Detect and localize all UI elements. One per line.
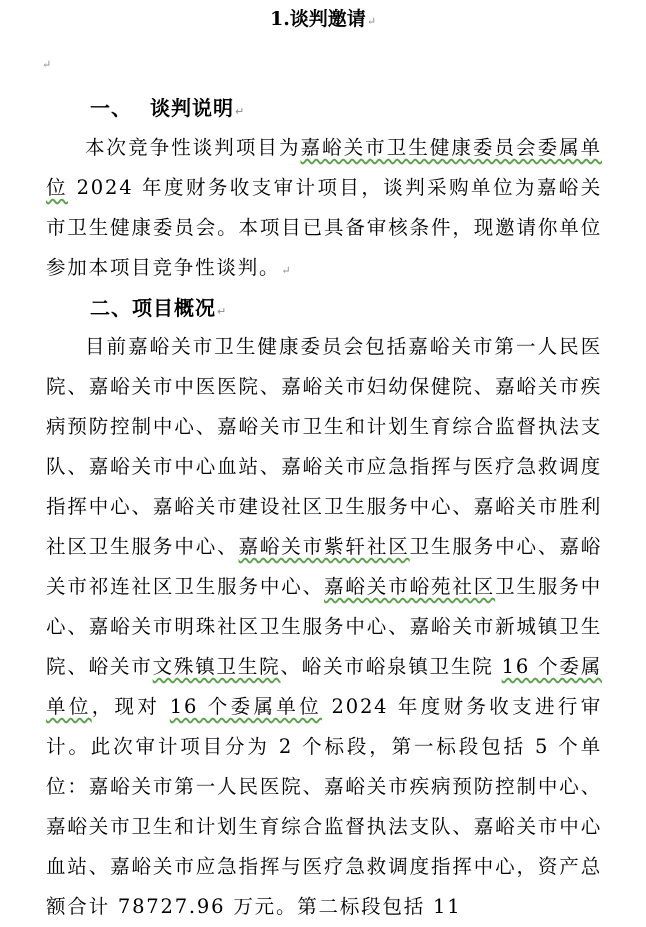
- text-run: 2024 年度财务收支进行审计。此次审计项目分为 2 个标段，第一标段包括 5 个单位：嘉峪关市第一人民医院、嘉峪关市疾病预防控制中心、嘉峪关市卫生和计划生育综合监督执法支队、嘉峪关市中心血站、嘉峪关市应急指挥与医疗急救调度指挥中心，资产总额合计 78727.96 万元。第二标段包括 11: [46, 695, 602, 918]
- section-heading-negotiation-description: [90, 95, 245, 125]
- text-run: 目前嘉峪关市卫生健康委员会包括嘉峪关市第一人民医院、嘉峪关市中医医院、嘉峪关市妇幼保健院、嘉峪关市疾病预防控制中心、嘉峪关市卫生和计划生育综合监督执法支队、嘉峪关市中心血站、嘉峪关市应急指挥与医疗急救调度指挥中心、嘉峪关市建设社区卫生服务中心、嘉峪关市胜利社区卫生服务中心、: [46, 335, 602, 558]
- text-run-marked: 嘉峪关市卫生健康委员会委属单位: [46, 136, 602, 199]
- text-run-marked: 嘉峪关市紫轩社区: [238, 535, 410, 558]
- text-run-marked: 嘉峪关市峪苑社区: [324, 575, 496, 598]
- document-title: [0, 6, 646, 35]
- text-run: 卫生服务中心、嘉峪关市明珠社区卫生服务中心、嘉峪关市新城镇卫生院、峪关市: [46, 575, 602, 678]
- paragraph-mark-icon: ↵: [281, 264, 293, 277]
- paragraph-mark-icon: ↵: [42, 58, 52, 71]
- heading-text: 项目概况: [132, 296, 216, 320]
- text-run: 、峪关市峪泉镇卫生院: [280, 655, 502, 678]
- heading-number: 一、: [90, 96, 132, 120]
- section-heading-project-overview: [90, 295, 227, 325]
- text-run-marked: 16 个委属单位: [169, 695, 322, 718]
- heading-text: 谈判说明: [150, 96, 234, 120]
- section-paragraph-project-overview: [46, 327, 602, 927]
- text-run: 本次竞争性谈判项目为: [85, 136, 301, 159]
- title-text: 1.谈判邀请: [269, 8, 366, 30]
- text-run: ，现对: [91, 695, 170, 718]
- text-run: 卫生服务中心、嘉峪关市祁连社区卫生服务中心、: [46, 535, 603, 598]
- heading-number: 二、: [90, 296, 132, 320]
- empty-line-mark-icon: [42, 58, 51, 71]
- section-paragraph-negotiation-description: [46, 128, 602, 291]
- text-run-marked: 文殊镇卫生院: [152, 655, 281, 678]
- paragraph-mark-icon: ↵: [366, 15, 377, 28]
- paragraph-mark-icon: ↵: [217, 305, 228, 318]
- text-run: 2024 年度财务收支审计项目，谈判采购单位为嘉峪关市卫生健康委员会。本项目已具备审核条件，现邀请你单位参加本项目竞争性谈判。: [46, 176, 602, 279]
- text-run-marked: 16 个委属单位: [46, 655, 602, 718]
- paragraph-mark-icon: ↵: [235, 105, 246, 118]
